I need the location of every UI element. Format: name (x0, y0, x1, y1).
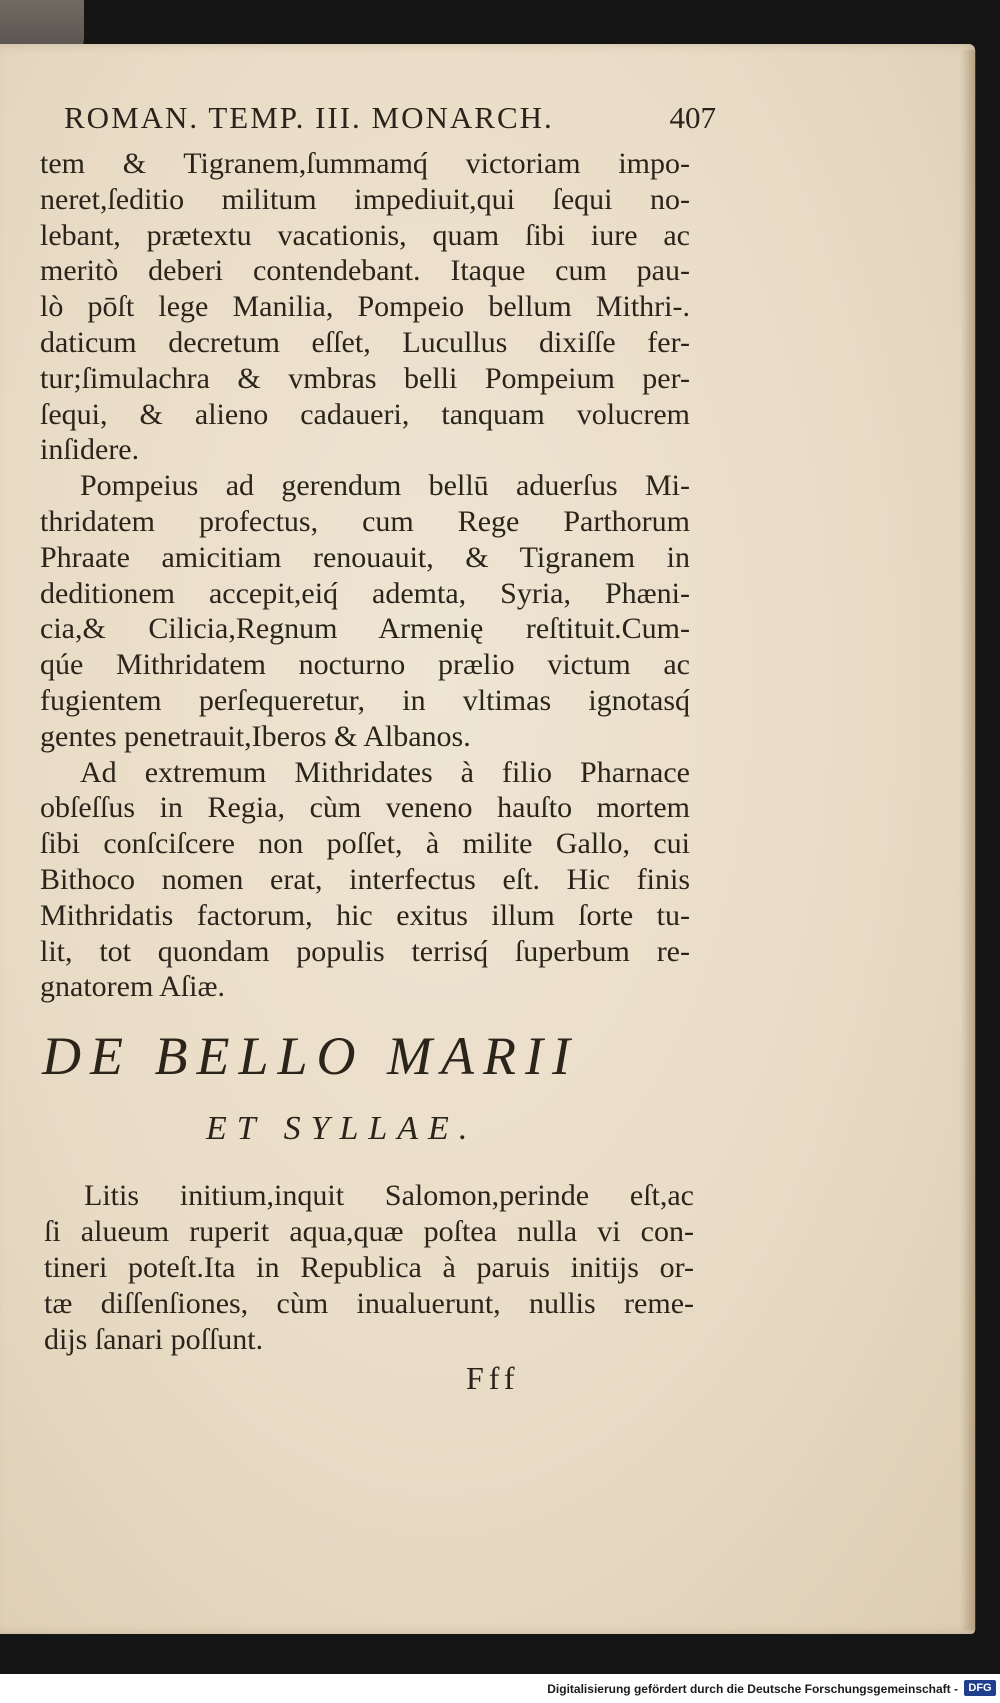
section-title: DE BELLO MARII (42, 1026, 579, 1086)
text-line: ſi alueum ruperit aqua,quæ poſtea nulla vi con- (44, 1215, 694, 1248)
text-line: dijs ſanari poſſunt. (44, 1323, 264, 1356)
text-line: Bithoco nomen erat, interfectus eſt. Hic finis (40, 862, 690, 896)
text-line: daticum decretum eſſet, Lucullus dixiſſe fer- (40, 325, 690, 359)
text-line: neret,ſeditio militum impediuit,qui ſequi no- (40, 182, 690, 216)
text-line: meritò deberi contendebant. Itaque cum pau- (40, 254, 690, 288)
section-subtitle: ET SYLLAE. (206, 1110, 478, 1147)
text-line: tem & Tigranem,ſummamq́ victoriam impo- (40, 147, 690, 180)
text-line: inſidere. (40, 433, 140, 467)
text-line: thridatem profectus, cum Rege Parthorum (40, 504, 690, 538)
text-line: Ad extremum Mithridates à filio Pharnace (80, 755, 690, 789)
signature-mark: Fff (466, 1360, 520, 1396)
section-text (44, 1178, 694, 1358)
text-line: deditionem accepit,eiq́ ademta, Syria, Phæni- (40, 576, 690, 610)
dfg-logo-badge: DFG (964, 1680, 996, 1696)
text-line: fugientem perſequeretur, in vltimas ignotasq́ (40, 683, 690, 717)
text-line: tur;ſimulachra & vmbras belli Pompeium per- (40, 361, 690, 395)
text-line: cia,& Cilicia,Regnum Armenię reſtituit.Cum- (40, 612, 690, 646)
running-title: ROMAN. TEMP. III. MONARCH. (64, 100, 554, 135)
text-line: lebant, prætextu vacationis, quam ſibi iure ac (40, 218, 690, 252)
text-line: ſibi conſciſcere non poſſet, à milite Gallo, cui (40, 827, 690, 861)
running-header (64, 100, 716, 136)
text-line: tæ diſſenſiones, cùm inualuerunt, nullis reme- (44, 1287, 694, 1320)
text-line: ſequi, & alieno cadaueri, tanquam volucrem (40, 397, 690, 431)
text-line: lò pōſt lege Manilia, Pompeio bellum Mithri-. (40, 290, 690, 324)
text-line: qúe Mithridatem nocturno prælio victum ac (40, 648, 690, 682)
text-line: Litis initium,inquit Salomon,perinde eſt,ac (84, 1179, 694, 1212)
text-line: tineri poteſt.Ita in Republica à paruis initijs or- (44, 1251, 694, 1284)
text-line: Mithridatis factorum, hic exitus illum ſorte tu- (40, 898, 690, 932)
text-line: Phraate amicitiam renouauit, & Tigranem in (40, 540, 690, 574)
text-line: gnatorem Aſiæ. (40, 970, 225, 1004)
text-line: Pompeius ad gerendum bellū aduerſus Mi- (80, 469, 690, 503)
page-number: 407 (669, 100, 716, 135)
funding-credit: Digitalisierung gefördert durch die Deutsche Forschungsgemeinschaft - (547, 1682, 958, 1696)
page-edge-shadow (960, 50, 976, 1630)
text-line: obſeſſus in Regia, cùm veneno hauſto mortem (40, 791, 690, 825)
text-line: lit, tot quondam populis terrisq́ ſuperbum re- (40, 934, 690, 968)
text-line: gentes penetrauit,Iberos & Albanos. (40, 719, 471, 753)
page-bottom-shadow (0, 1634, 1000, 1674)
body-text (40, 146, 690, 1005)
